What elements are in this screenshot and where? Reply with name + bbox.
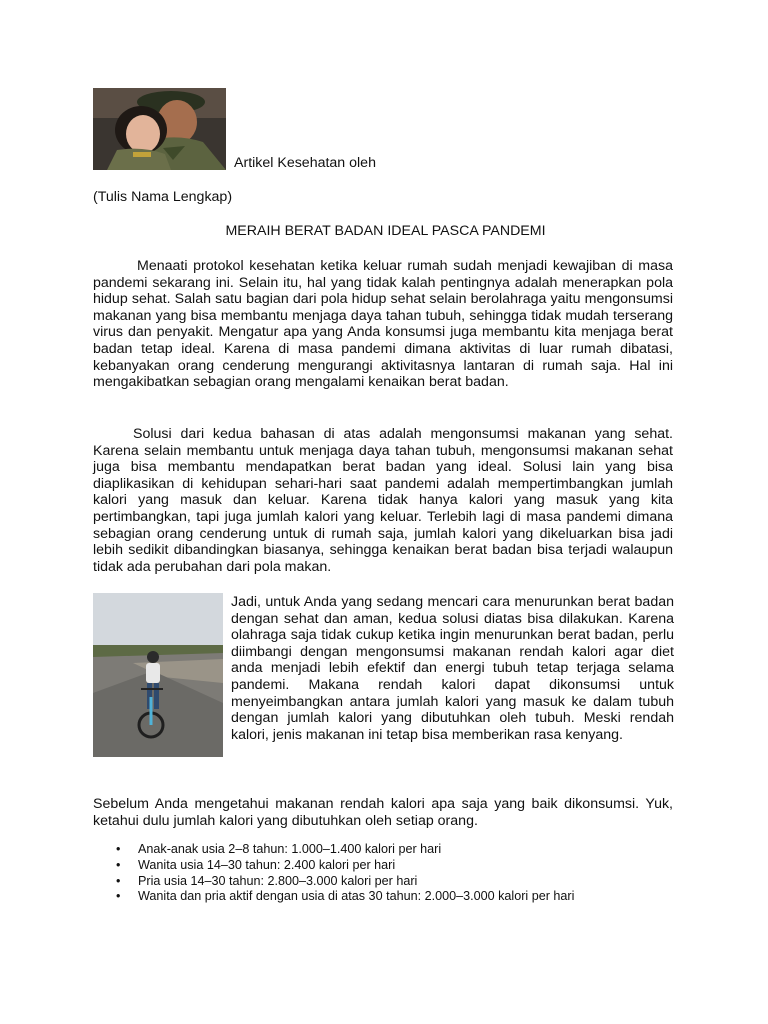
list-item: [93, 889, 574, 905]
bullet-icon: •: [116, 889, 121, 904]
paragraph-2: Solusi dari kedua bahasan di atas adalah mengonsumsi makanan yang sehat. Karena selain membantu untuk menjaga daya tahan tubuh, mengonsumsi makanan sehat juga bisa membantu mendapatkan berat badan yang ideal. Solusi lain yang bisa diaplikasikan di kehidupan sehari-hari saat pandemi adalah mempertimbangkan jumlah kalori yang masuk dan keluar. Karena tidak hanya kalori yang masuk yang kita pertimbangkan, tapi juga jumlah kalori yang keluar. Terlebih lagi di masa pandemi dimana sebagian orang cenderung untuk di rumah saja, jumlah kalori yang dikeluarkan bisa jadi lebih sedikit dibandingkan biasanya, sehingga kenaikan berat badan bisa terjadi walaupun tidak ada perubahan dari pola makan.: [93, 426, 673, 575]
author-photo: [93, 88, 226, 170]
paragraph-3-text: Jadi, untuk Anda yang sedang mencari cara menurunkan berat badan dengan sehat dan aman, kedua solusi diatas bisa dilakukan. Karena olahraga saja tidak cukup ketika ingin menurunkan berat badan, perlu diimbangi dengan mengonsumsi makanan rendah kalori agar diet anda menjadi lebih efektif dan energi tubuh tetap terjaga selama pandemi. Makana rendah kalori dapat dikonsumsi untuk menyeimbangkan antara jumlah kalori yang masuk ke dalam tubuh dengan jumlah kalori yang dibutuhkan oleh tubuh. Meski rendah kalori, jenis makanan ini tetap bisa memberikan rasa kenyang.: [231, 594, 674, 743]
paragraph-4: Sebelum Anda mengetahui makanan rendah kalori apa saja yang baik dikonsumsi. Yuk, ketahui dulu jumlah kalori yang dibutuhkan oleh setiap orang.: [93, 796, 673, 829]
image-wrap-spacer: [93, 594, 231, 760]
article-byline: Artikel Kesehatan oleh: [234, 155, 376, 171]
bullet-icon: •: [116, 842, 121, 856]
list-item: [93, 874, 574, 890]
calorie-needs-list: [93, 842, 574, 905]
list-item-text: Pria usia 14–30 tahun: 2.800–3.000 kalori per hari: [138, 873, 418, 888]
author-photo-illustration: [93, 88, 226, 170]
paragraph-3: [93, 594, 674, 760]
paragraph-1: Menaati protokol kesehatan ketika keluar rumah sudah menjadi kewajiban di masa pandemi sekarang ini. Selain itu, hal yang tidak kalah pentingnya adalah menerapkan pola hidup sehat. Salah satu bagian dari pola hidup sehat selain berolahraga yaitu mengonsumsi makanan yang bisa membantu menjaga daya tahan tubuh, sehingga tidak mudah terserang virus dan penyakit. Mengatur apa yang Anda konsumsi juga membantu kita menjaga berat badan tetap ideal. Karena di masa pandemi dimana aktivitas di luar rumah dibatasi, kebanyakan orang cenderung mengurangi aktivitasnya lantaran di rumah saja. Hal ini mengakibatkan sebagian orang mengalami kenaikan berat badan.: [93, 258, 673, 391]
list-item-text: Wanita dan pria aktif dengan usia di atas 30 tahun: 2.000–3.000 kalori per hari: [138, 889, 575, 904]
bullet-icon: •: [116, 857, 121, 872]
author-name-placeholder: (Tulis Nama Lengkap): [93, 189, 233, 205]
list-item-text: Anak-anak usia 2–8 tahun: 1.000–1.400 kalori per hari: [138, 842, 442, 856]
list-item: [93, 842, 574, 858]
bullet-icon: •: [116, 873, 121, 888]
list-item-text: Wanita usia 14–30 tahun: 2.400 kalori per hari: [138, 857, 396, 872]
list-item: [93, 858, 574, 874]
article-title: MERAIH BERAT BADAN IDEAL PASCA PANDEMI: [225, 223, 546, 239]
